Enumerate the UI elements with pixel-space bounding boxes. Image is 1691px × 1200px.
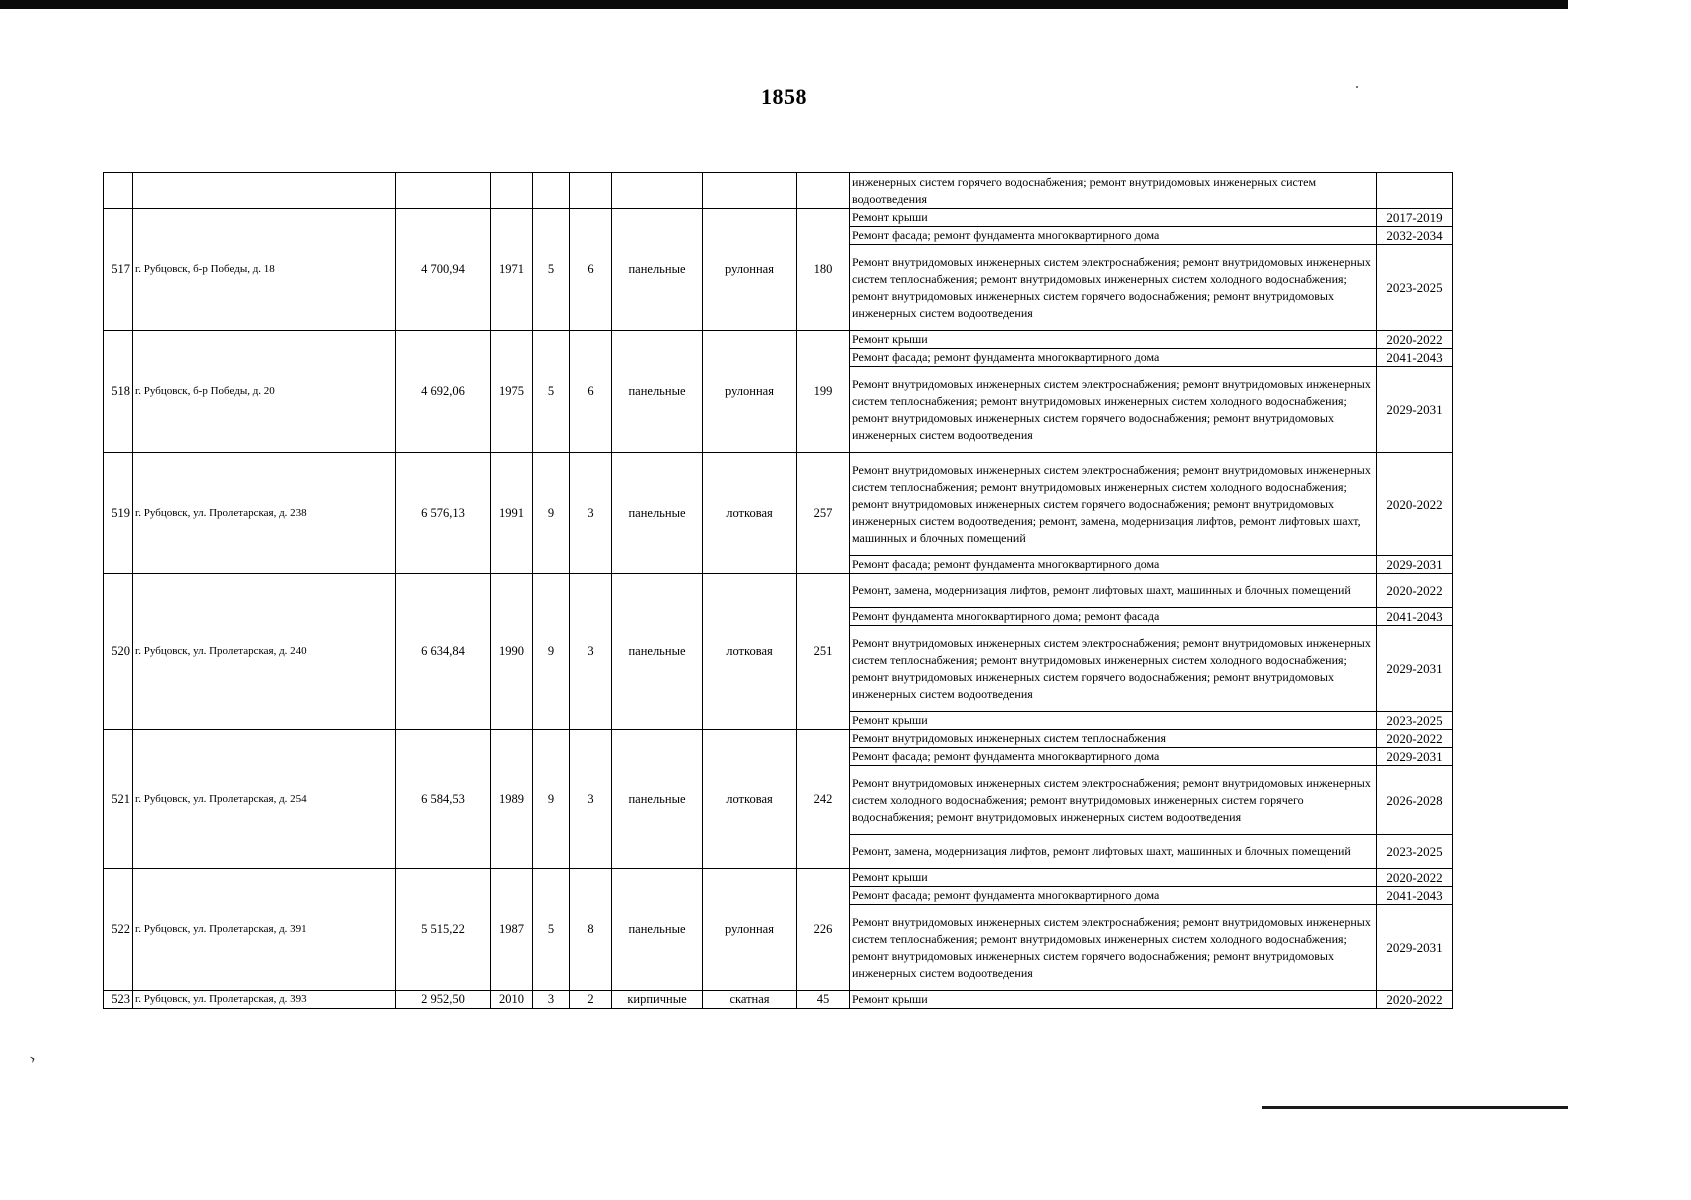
cell-work-type: Ремонт крыши bbox=[850, 209, 1377, 227]
cell-work-type: Ремонт внутридомовых инженерных систем электроснабжения; ремонт внутридомовых инженерных систем теплоснабжения; ремонт внутридомовых инженерных систем холодного водоснабжения; ремонт внутридомовых инженерных систем горячего водоснабжения; ремонт внутридомовых инженерных систем водоотведения bbox=[850, 245, 1377, 331]
cell-work-type: Ремонт внутридомовых инженерных систем электроснабжения; ремонт внутридомовых инженерных систем холодного водоснабжения; ремонт внутридомовых инженерных систем горячего водоснабжения; ремонт внутридомовых инженерных систем водоотведения bbox=[850, 766, 1377, 835]
cell-period bbox=[1377, 173, 1453, 209]
cell-period: 2020-2022 bbox=[1377, 453, 1453, 556]
cell-work-type: Ремонт внутридомовых инженерных систем электроснабжения; ремонт внутридомовых инженерных систем теплоснабжения; ремонт внутридомовых инженерных систем холодного водоснабжения; ремонт внутридомовых инженерных систем горячего водоснабжения; ремонт внутридомовых инженерных систем водоотведения bbox=[850, 905, 1377, 991]
cell-address: г. Рубцовск, б-р Победы, д. 20 bbox=[133, 331, 396, 453]
cell-walls: панельные bbox=[612, 331, 703, 453]
cell-year: 1990 bbox=[491, 574, 533, 730]
cell-area: 6 584,53 bbox=[396, 730, 491, 869]
cell-period: 2020-2022 bbox=[1377, 574, 1453, 608]
cell-period: 2023-2025 bbox=[1377, 245, 1453, 331]
cell-roof: лотковая bbox=[703, 574, 797, 730]
table-row bbox=[104, 730, 1453, 748]
cell-work-type: Ремонт фундамента многоквартирного дома; ремонт фасада bbox=[850, 608, 1377, 626]
table-row bbox=[104, 574, 1453, 608]
cell-period: 2020-2022 bbox=[1377, 331, 1453, 349]
cell-area: 2 952,50 bbox=[396, 991, 491, 1009]
cell-entrances: 6 bbox=[570, 209, 612, 331]
cell-walls: панельные bbox=[612, 209, 703, 331]
table-row bbox=[104, 869, 1453, 887]
table-body bbox=[104, 173, 1453, 1009]
cell-work-type: Ремонт фасада; ремонт фундамента многоквартирного дома bbox=[850, 556, 1377, 574]
cell-address: г. Рубцовск, ул. Пролетарская, д. 393 bbox=[133, 991, 396, 1009]
cell-roof: скатная bbox=[703, 991, 797, 1009]
cell-period: 2017-2019 bbox=[1377, 209, 1453, 227]
cell-area: 4 692,06 bbox=[396, 331, 491, 453]
cell-floors: 5 bbox=[533, 209, 570, 331]
cell-roof: лотковая bbox=[703, 453, 797, 574]
cell-floors: 9 bbox=[533, 730, 570, 869]
table-row bbox=[104, 331, 1453, 349]
cell-residents: 199 bbox=[797, 331, 850, 453]
cell-period: 2041-2043 bbox=[1377, 608, 1453, 626]
cell-num: 521 bbox=[104, 730, 133, 869]
cell-period: 2032-2034 bbox=[1377, 227, 1453, 245]
cell-walls bbox=[612, 173, 703, 209]
cell-address: г. Рубцовск, ул. Пролетарская, д. 254 bbox=[133, 730, 396, 869]
repair-program-table bbox=[103, 172, 1453, 1009]
continuation-row bbox=[104, 173, 1453, 209]
page-number: 1858 bbox=[761, 84, 807, 109]
cell-period: 2020-2022 bbox=[1377, 991, 1453, 1009]
cell-period: 2020-2022 bbox=[1377, 730, 1453, 748]
cell-period: 2023-2025 bbox=[1377, 835, 1453, 869]
table-row bbox=[104, 453, 1453, 556]
cell-period: 2023-2025 bbox=[1377, 712, 1453, 730]
cell-residents: 251 bbox=[797, 574, 850, 730]
cell-address: г. Рубцовск, ул. Пролетарская, д. 391 bbox=[133, 869, 396, 991]
cell-roof: рулонная bbox=[703, 869, 797, 991]
cell-work-type: Ремонт крыши bbox=[850, 991, 1377, 1009]
cell-walls: панельные bbox=[612, 574, 703, 730]
cell-work-type: Ремонт, замена, модернизация лифтов, ремонт лифтовых шахт, машинных и блочных помещений bbox=[850, 835, 1377, 869]
cell-roof: рулонная bbox=[703, 209, 797, 331]
cell-entrances: 2 bbox=[570, 991, 612, 1009]
table-row bbox=[104, 991, 1453, 1009]
cell-floors: 9 bbox=[533, 453, 570, 574]
cell-work-type: Ремонт крыши bbox=[850, 869, 1377, 887]
cell-year: 1971 bbox=[491, 209, 533, 331]
cell-address: г. Рубцовск, ул. Пролетарская, д. 240 bbox=[133, 574, 396, 730]
cell-period: 2029-2031 bbox=[1377, 556, 1453, 574]
cell-floors: 5 bbox=[533, 869, 570, 991]
cell-entrances bbox=[570, 173, 612, 209]
cell-work-type: Ремонт фасада; ремонт фундамента многоквартирного дома bbox=[850, 227, 1377, 245]
cell-area: 4 700,94 bbox=[396, 209, 491, 331]
cell-year: 1989 bbox=[491, 730, 533, 869]
cell-residents: 226 bbox=[797, 869, 850, 991]
cell-floors: 5 bbox=[533, 331, 570, 453]
cell-work-type: инженерных систем горячего водоснабжения; ремонт внутридомовых инженерных систем водоотведения bbox=[850, 173, 1377, 209]
cell-period: 2026-2028 bbox=[1377, 766, 1453, 835]
cell-area bbox=[396, 173, 491, 209]
cell-work-type: Ремонт внутридомовых инженерных систем электроснабжения; ремонт внутридомовых инженерных систем теплоснабжения; ремонт внутридомовых инженерных систем холодного водоснабжения; ремонт внутридомовых инженерных систем горячего водоснабжения; ремонт внутридомовых инженерных систем водоотведения bbox=[850, 367, 1377, 453]
cell-area: 5 515,22 bbox=[396, 869, 491, 991]
cell-work-type: Ремонт внутридомовых инженерных систем электроснабжения; ремонт внутридомовых инженерных систем теплоснабжения; ремонт внутридомовых инженерных систем холодного водоснабжения; ремонт внутридомовых инженерных систем горячего водоснабжения; ремонт внутридомовых инженерных систем водоотведения; ремонт, замена, модернизация лифтов, ремонт лифтовых шахт, машинных и блочных помещений bbox=[850, 453, 1377, 556]
cell-work-type: Ремонт внутридомовых инженерных систем электроснабжения; ремонт внутридомовых инженерных систем теплоснабжения; ремонт внутридомовых инженерных систем холодного водоснабжения; ремонт внутридомовых инженерных систем горячего водоснабжения; ремонт внутридомовых инженерных систем водоотведения bbox=[850, 626, 1377, 712]
cell-floors bbox=[533, 173, 570, 209]
cell-num: 520 bbox=[104, 574, 133, 730]
cell-roof: лотковая bbox=[703, 730, 797, 869]
cell-entrances: 3 bbox=[570, 453, 612, 574]
cell-work-type: Ремонт фасада; ремонт фундамента многоквартирного дома bbox=[850, 887, 1377, 905]
cell-walls: панельные bbox=[612, 869, 703, 991]
cell-walls: панельные bbox=[612, 730, 703, 869]
scan-top-border bbox=[0, 0, 1568, 9]
cell-entrances: 3 bbox=[570, 574, 612, 730]
cell-period: 2041-2043 bbox=[1377, 887, 1453, 905]
cell-work-type: Ремонт крыши bbox=[850, 331, 1377, 349]
cell-year: 1987 bbox=[491, 869, 533, 991]
cell-work-type: Ремонт крыши bbox=[850, 712, 1377, 730]
cell-num: 523 bbox=[104, 991, 133, 1009]
cell-work-type: Ремонт фасада; ремонт фундамента многоквартирного дома bbox=[850, 349, 1377, 367]
cell-num: 522 bbox=[104, 869, 133, 991]
cell-residents: 257 bbox=[797, 453, 850, 574]
cell-period: 2029-2031 bbox=[1377, 748, 1453, 766]
scan-bottom-line bbox=[1262, 1106, 1568, 1109]
cell-year: 1991 bbox=[491, 453, 533, 574]
cell-year bbox=[491, 173, 533, 209]
cell-residents: 180 bbox=[797, 209, 850, 331]
cell-address: г. Рубцовск, ул. Пролетарская, д. 238 bbox=[133, 453, 396, 574]
cell-period: 2041-2043 bbox=[1377, 349, 1453, 367]
cell-area: 6 634,84 bbox=[396, 574, 491, 730]
cell-residents: 242 bbox=[797, 730, 850, 869]
cell-num: 517 bbox=[104, 209, 133, 331]
cell-entrances: 6 bbox=[570, 331, 612, 453]
cell-work-type: Ремонт, замена, модернизация лифтов, ремонт лифтовых шахт, машинных и блочных помещений bbox=[850, 574, 1377, 608]
cell-num: 518 bbox=[104, 331, 133, 453]
cell-residents bbox=[797, 173, 850, 209]
cell-work-type: Ремонт внутридомовых инженерных систем теплоснабжения bbox=[850, 730, 1377, 748]
cell-walls: кирпичные bbox=[612, 991, 703, 1009]
cell-num: 519 bbox=[104, 453, 133, 574]
cell-entrances: 8 bbox=[570, 869, 612, 991]
cell-period: 2029-2031 bbox=[1377, 367, 1453, 453]
cell-area: 6 576,13 bbox=[396, 453, 491, 574]
cell-roof: рулонная bbox=[703, 331, 797, 453]
cell-num bbox=[104, 173, 133, 209]
cell-period: 2029-2031 bbox=[1377, 905, 1453, 991]
table-row bbox=[104, 209, 1453, 227]
cell-residents: 45 bbox=[797, 991, 850, 1009]
cell-period: 2020-2022 bbox=[1377, 869, 1453, 887]
cell-entrances: 3 bbox=[570, 730, 612, 869]
cell-walls: панельные bbox=[612, 453, 703, 574]
cell-work-type: Ремонт фасада; ремонт фундамента многоквартирного дома bbox=[850, 748, 1377, 766]
cell-year: 1975 bbox=[491, 331, 533, 453]
cell-roof bbox=[703, 173, 797, 209]
cell-address bbox=[133, 173, 396, 209]
cell-year: 2010 bbox=[491, 991, 533, 1009]
cell-floors: 3 bbox=[533, 991, 570, 1009]
scan-stray-mark: › bbox=[27, 1049, 38, 1068]
cell-period: 2029-2031 bbox=[1377, 626, 1453, 712]
cell-floors: 9 bbox=[533, 574, 570, 730]
cell-address: г. Рубцовск, б-р Победы, д. 18 bbox=[133, 209, 396, 331]
